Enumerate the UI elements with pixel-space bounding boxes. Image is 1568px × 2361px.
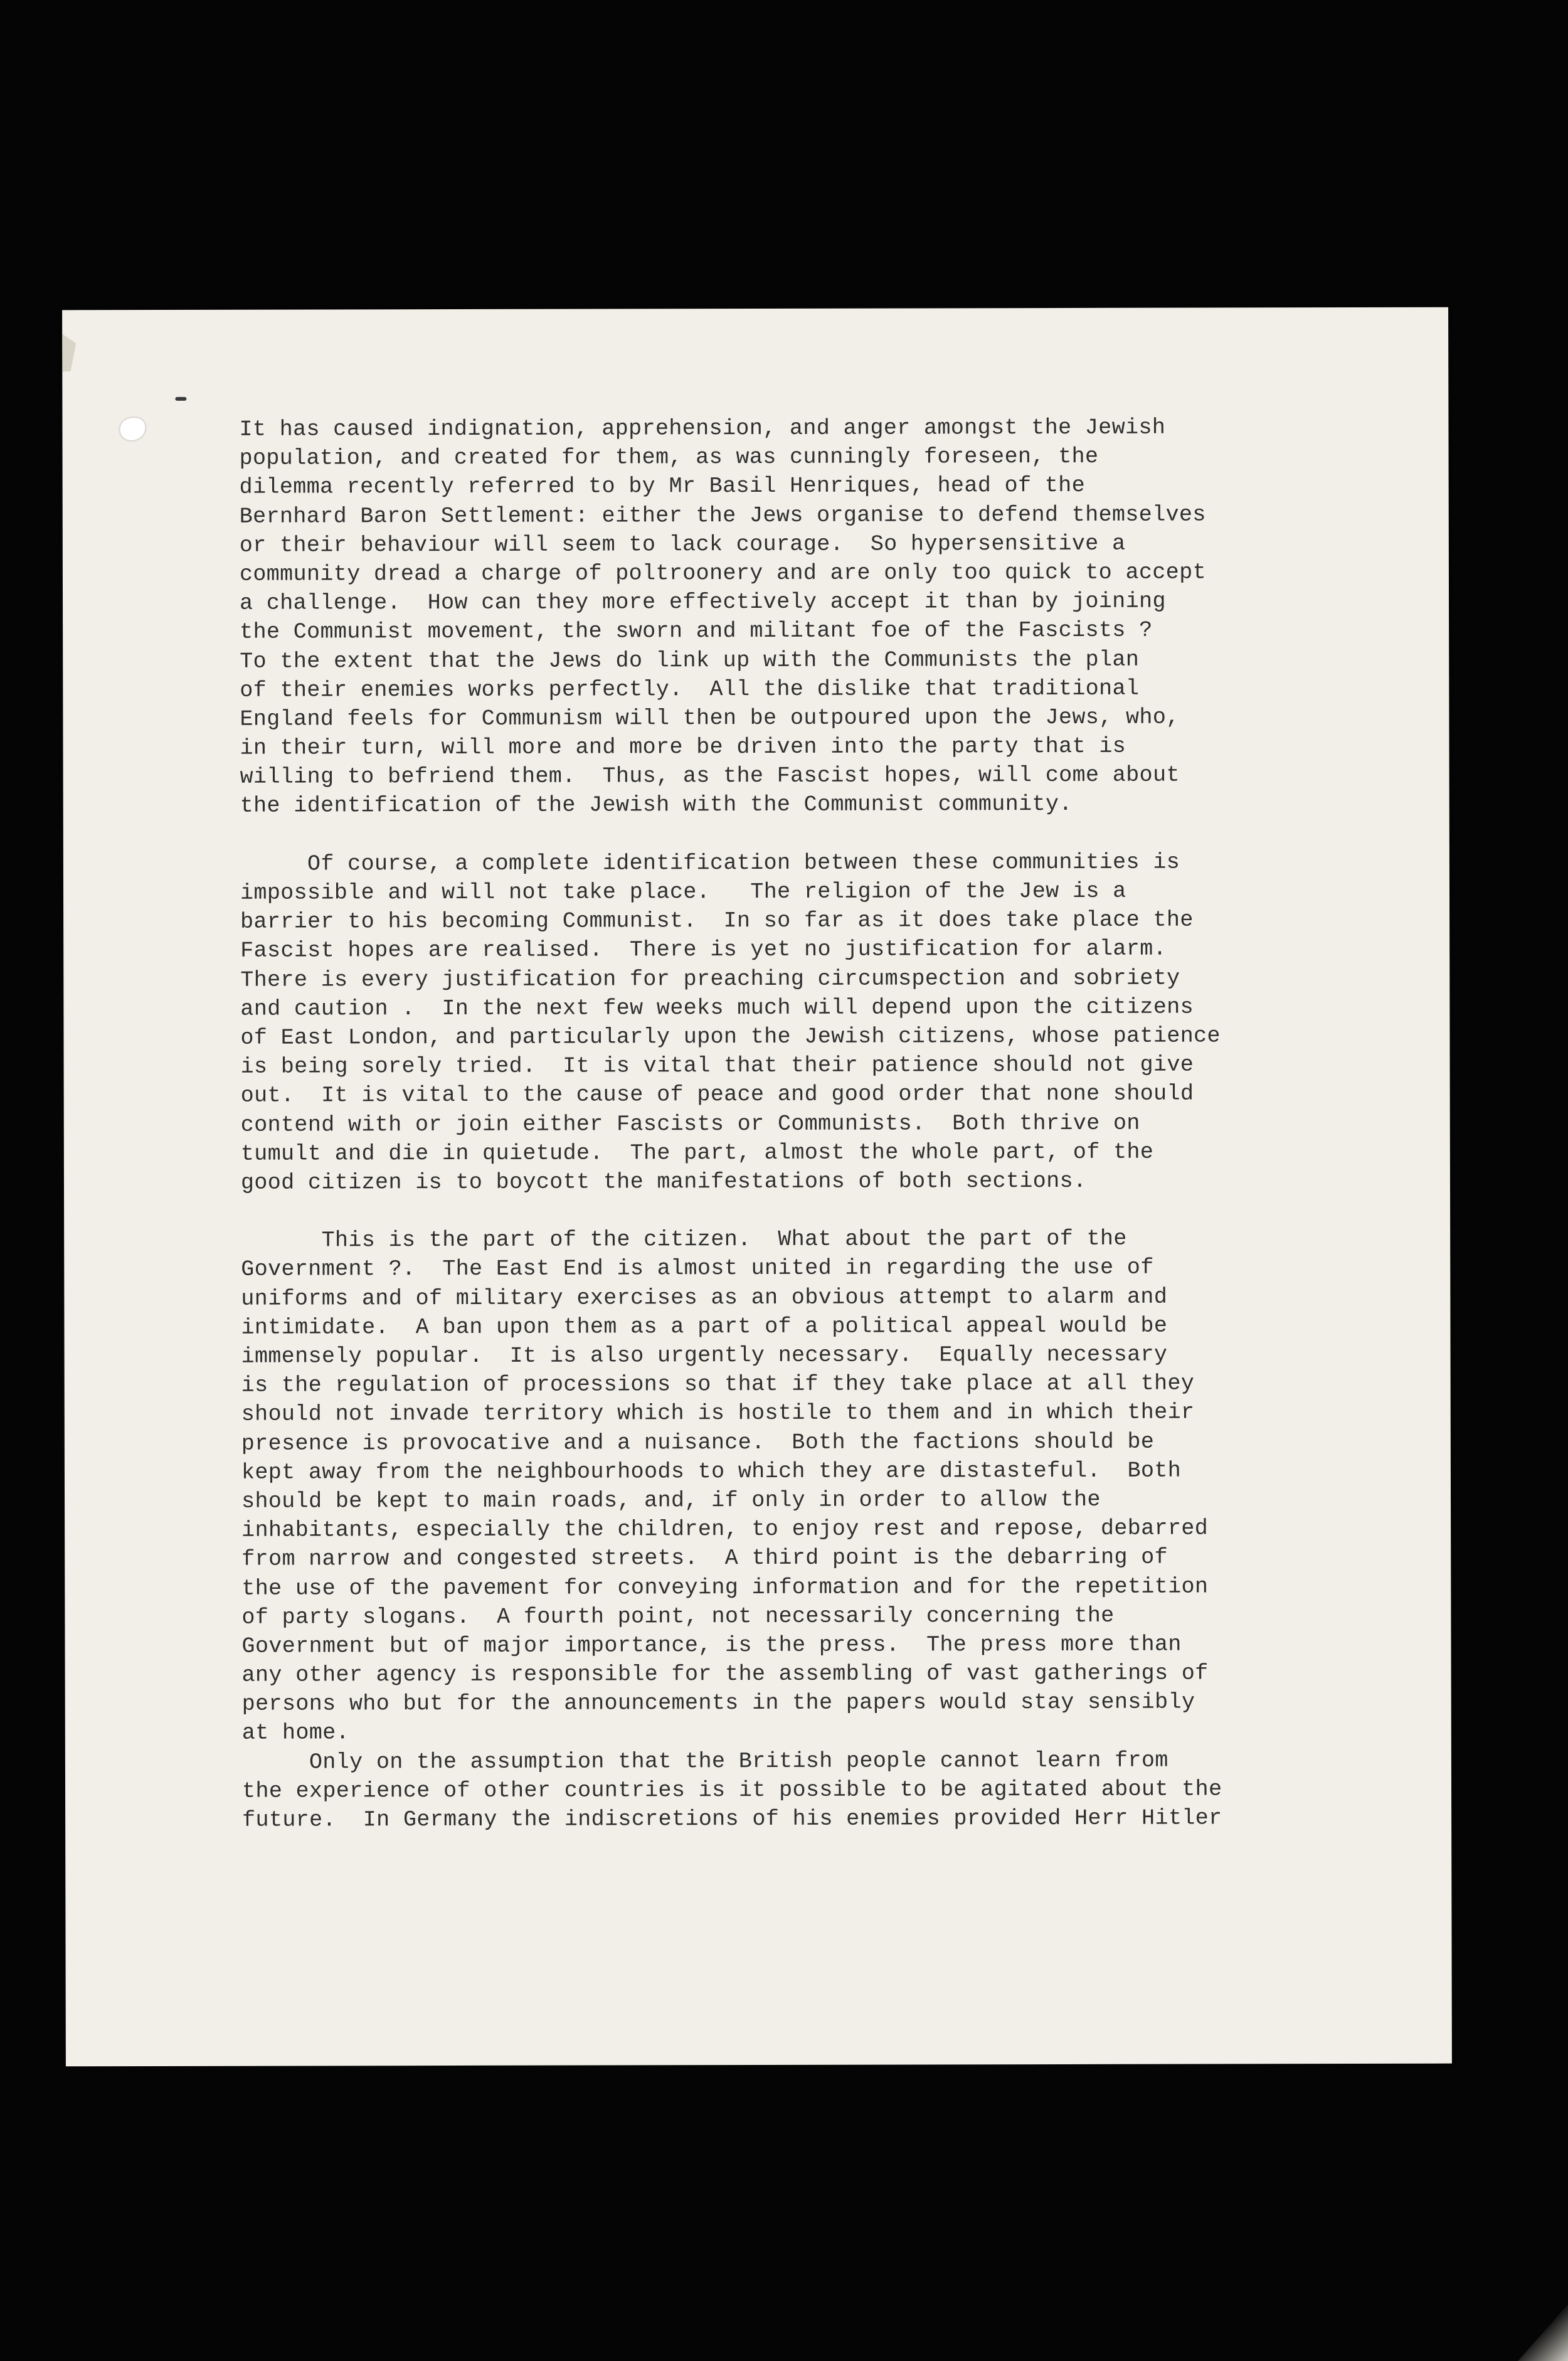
text-line: out. It is vital to the cause of peace and good order that none should: [240, 1081, 1194, 1109]
paper-damage-mark: [120, 418, 145, 440]
text-line: should not invade territory which is hostile to them and in which their: [241, 1399, 1195, 1428]
text-line: in their turn, will more and more be driven into the party that is: [240, 733, 1126, 761]
text-line: the experience of other countries is it possible to be agitated about the: [241, 1776, 1222, 1804]
text-line: Government ?. The East End is almost united in regarding the use of: [241, 1255, 1154, 1283]
text-line: barrier to his becoming Communist. In so far as it does take place the: [240, 907, 1194, 935]
ink-speck: [175, 397, 186, 401]
text-line: Bernhard Baron Settlement: either the Jews organise to defend themselves: [239, 502, 1206, 529]
text-line: uniforms and of military exercises as an obvious attempt to alarm and: [241, 1284, 1168, 1312]
text-line: tumult and die in quietude. The part, almost the whole part, of the: [240, 1139, 1154, 1167]
text-line: presence is provocative and a nuisance. Both the factions should be: [241, 1429, 1155, 1456]
text-line: community dread a charge of poltroonery and are only too quick to accept: [239, 560, 1207, 587]
typescript-body: [239, 413, 1434, 1835]
text-line: should be kept to main roads, and, if only in order to allow the: [241, 1487, 1101, 1514]
text-line: of East London, and particularly upon the Jewish citizens, whose patience: [240, 1023, 1221, 1051]
text-line: impossible and will not take place. The religion of the Jew is a: [240, 878, 1126, 906]
text-line: the identification of the Jewish with the Communist community.: [240, 792, 1073, 819]
text-line: persons who but for the announcements in the papers would stay sensibly: [241, 1689, 1195, 1717]
text-line: It has caused indignation, apprehension, and anger amongst the Jewish: [239, 415, 1166, 442]
text-line: There is every justification for preaching circumspection and sobriety: [240, 965, 1180, 993]
text-line: Government but of major importance, is the press. The press more than: [241, 1631, 1182, 1659]
paragraph-gap: [240, 818, 1432, 849]
text-line: This is the part of the citizen. What about the part of the: [241, 1226, 1127, 1253]
text-line: from narrow and congested streets. A third point is the debarring of: [241, 1544, 1168, 1573]
page-corner-shadow: [1518, 2305, 1568, 2361]
text-line: To the extent that the Jews do link up with the Communists the plan: [240, 647, 1140, 674]
text-line: good citizen is to boycott the manifestations of both sections.: [240, 1168, 1087, 1196]
typewritten-page: [62, 307, 1452, 2067]
text-line: is the regulation of processions so that if they take place at all they: [241, 1371, 1195, 1398]
text-line: Of course, a complete identification between these communities is: [240, 849, 1180, 877]
text-line: or their behaviour will seem to lack courage. So hypersensitive a: [239, 531, 1126, 558]
text-line: and caution . In the next few weeks much will depend upon the citizens: [240, 994, 1194, 1022]
text-line: immensely popular. It is also urgently necessary. Equally necessary: [241, 1342, 1168, 1369]
text-line: population, and created for them, as was cunningly foreseen, the: [239, 444, 1099, 471]
text-line: intimidate. A ban upon them as a part of a political appeal would be: [241, 1313, 1168, 1340]
text-line: at home.: [241, 1720, 350, 1746]
text-line: kept away from the neighbourhoods to which they are distasteful. Both: [241, 1458, 1182, 1485]
text-line: dilemma recently referred to by Mr Basil Henriques, head of the: [239, 473, 1086, 501]
text-line: of party slogans. A fourth point, not necessarily concerning the: [241, 1603, 1115, 1630]
text-line: the Communist movement, the sworn and militant foe of the Fascists ?: [240, 617, 1153, 645]
text-line: England feels for Communism will then be outpoured upon the Jews, who,: [240, 704, 1180, 732]
text-line: Only on the assumption that the British people cannot learn from: [241, 1748, 1168, 1775]
text-line: contend with or join either Fascists or Communists. Both thrive on: [240, 1110, 1140, 1138]
text-line: any other agency is responsible for the assembling of vast gatherings of: [241, 1660, 1209, 1688]
text-line: Fascist hopes are realised. There is yet no justification for alarm.: [240, 936, 1167, 964]
text-line: a challenge. How can they more effectively accept it than by joining: [240, 588, 1166, 616]
text-line: the use of the pavement for conveying information and for the repetition: [241, 1573, 1209, 1601]
text-line: willing to befriend them. Thus, as the Fascist hopes, will come about: [240, 762, 1180, 790]
torn-corner: [62, 334, 76, 371]
paragraph-gap: [241, 1195, 1433, 1226]
text-line: future. In Germany the indiscretions of his enemies provided Herr Hitler: [242, 1805, 1222, 1833]
text-line: inhabitants, especially the children, to enjoy rest and repose, debarred: [241, 1515, 1209, 1543]
text-line: of their enemies works perfectly. All the dislike that traditional: [240, 676, 1140, 703]
text-line: is being sorely tried. It is vital that their patience should not give: [240, 1052, 1194, 1080]
